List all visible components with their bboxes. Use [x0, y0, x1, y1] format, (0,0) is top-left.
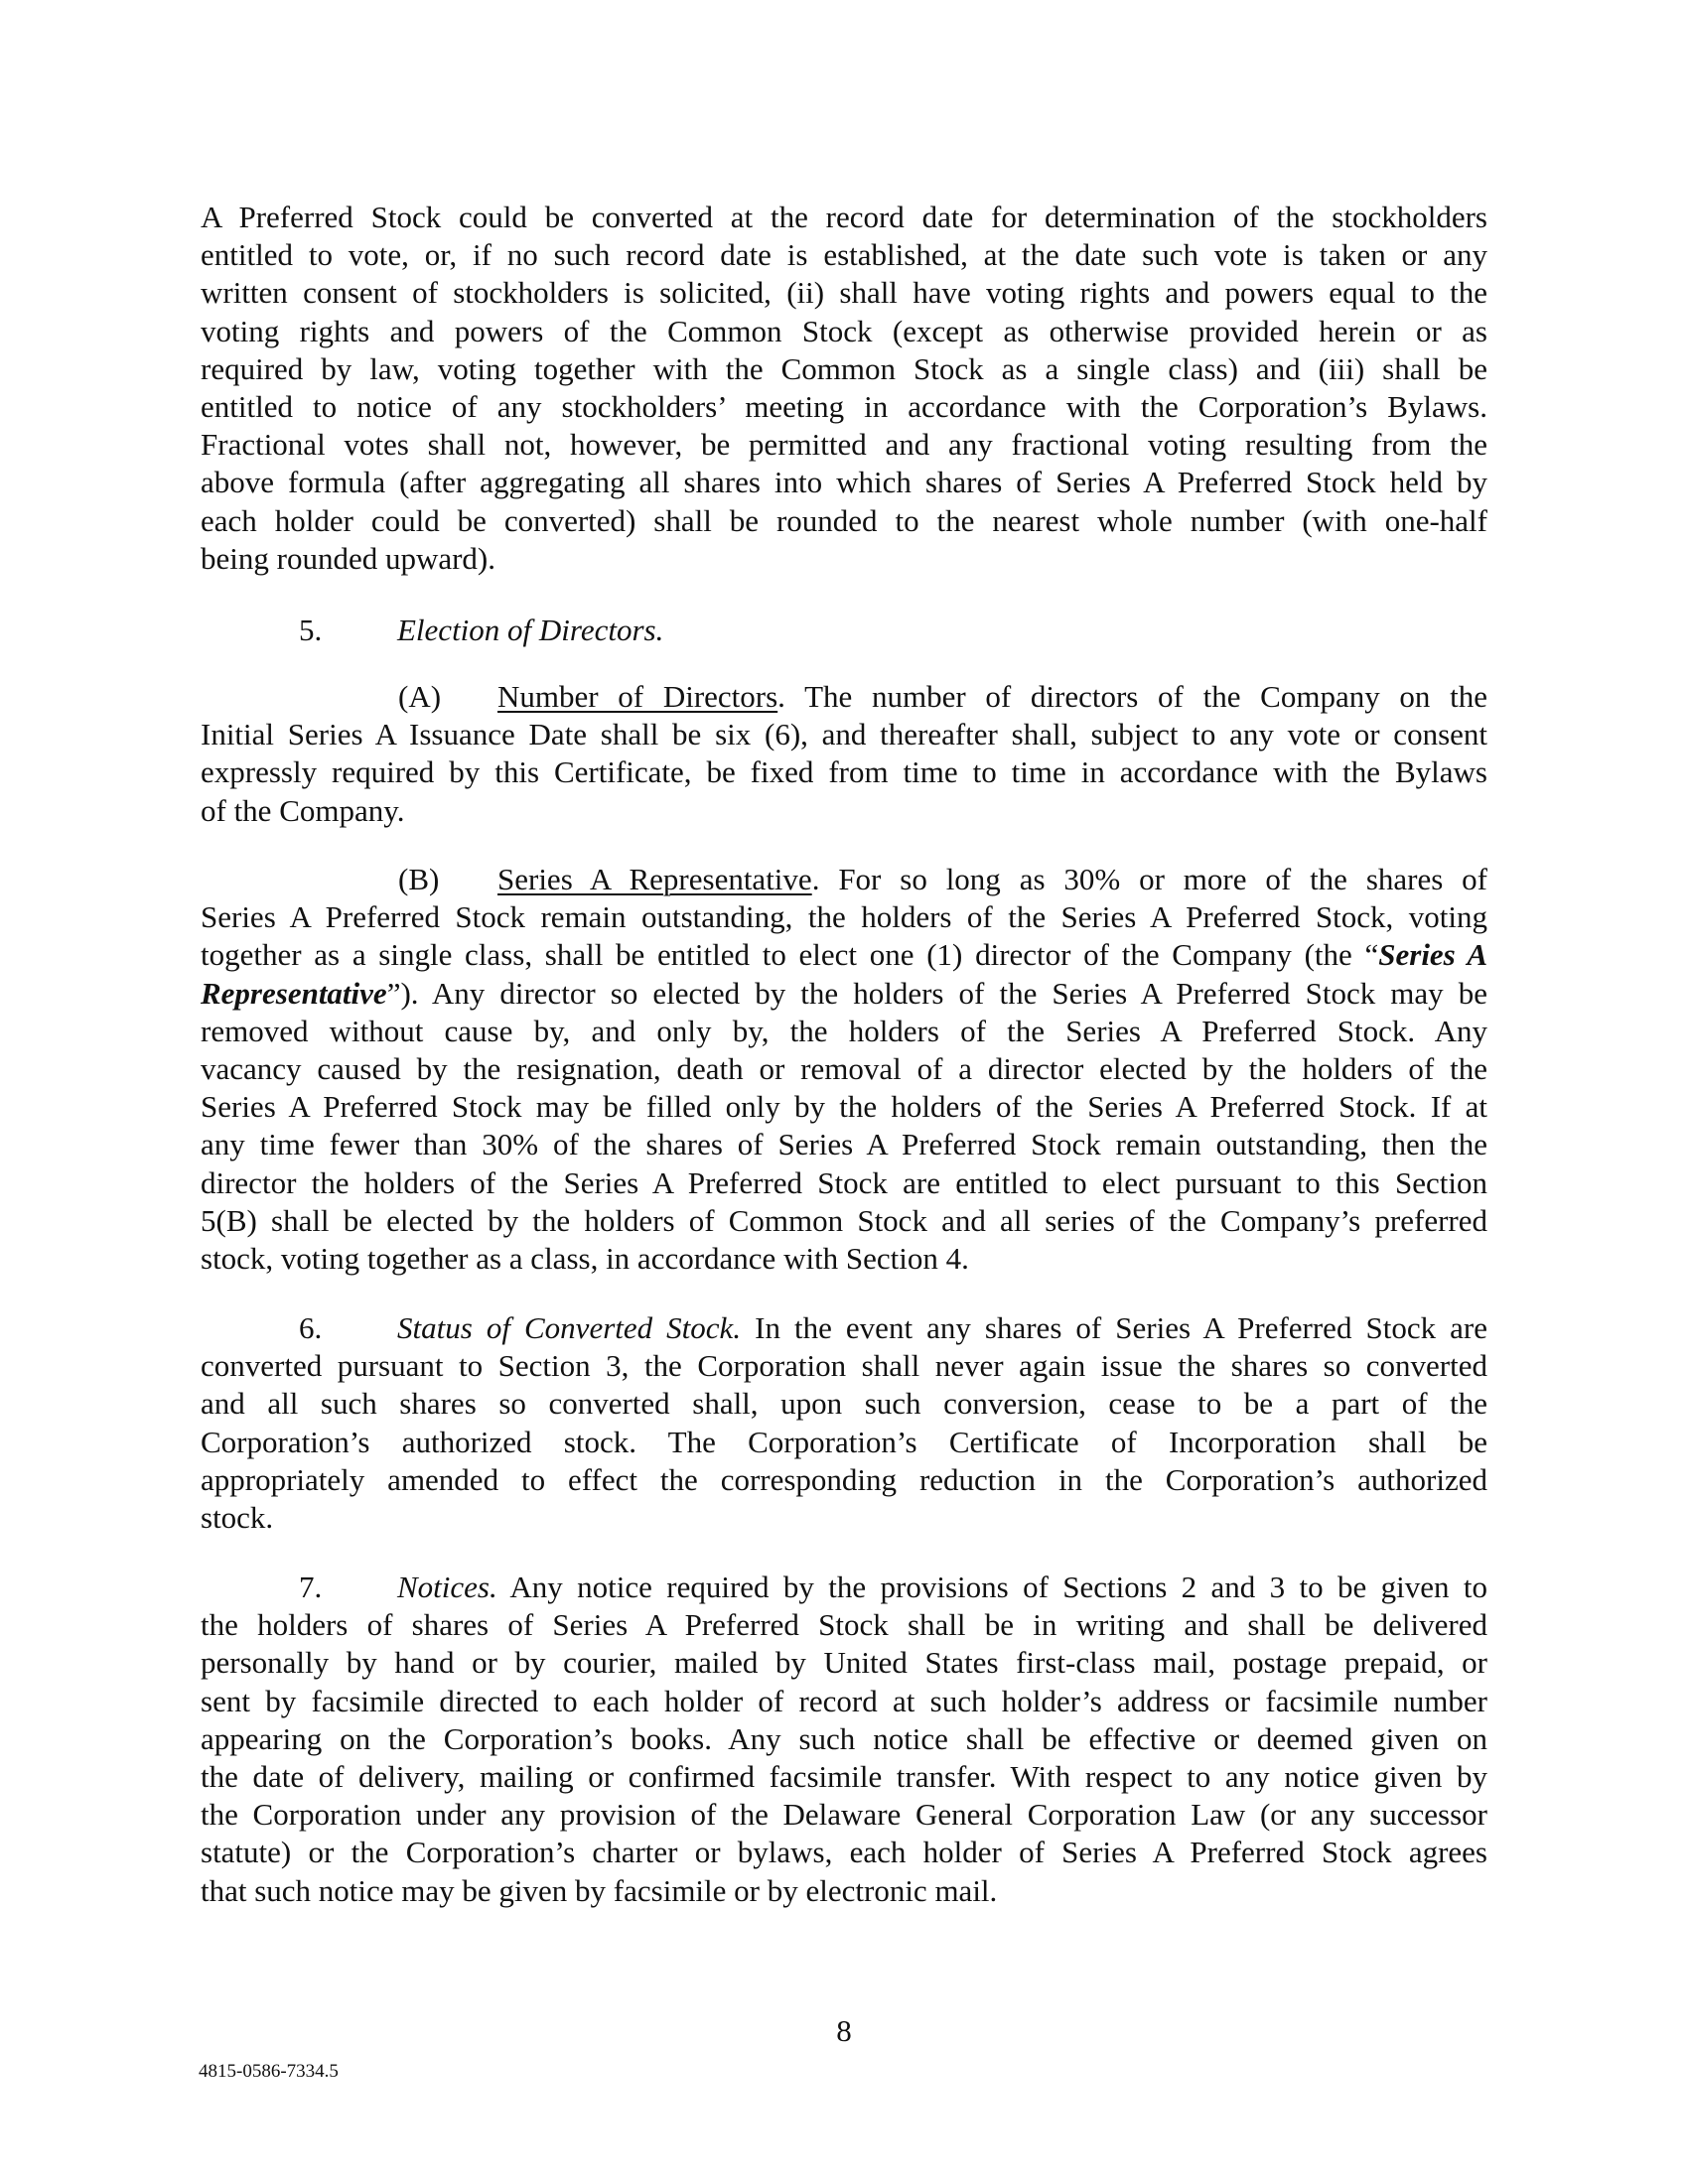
defined-term: Series A [1378, 937, 1487, 973]
section-title: Election of Directors. [397, 613, 664, 647]
subsection-label: (B) [398, 862, 440, 896]
section-number: 5. [299, 613, 323, 647]
section-6-paragraph [201, 1309, 1487, 1537]
text-line: removed without cause by, and only by, the holders of the Series A Preferred Stock. Any [201, 1013, 1487, 1048]
section-number: 7. [299, 1570, 323, 1604]
text-line: and all such shares so converted shall, upon such conversion, cease to be a part of the [201, 1386, 1487, 1422]
text-line: required by law, voting together with the Common Stock as a single class) and (iii) shall be [201, 350, 1487, 386]
section-5b-paragraph [201, 861, 1487, 1278]
text-line [201, 975, 1487, 1013]
text-run: ”). Any director so elected by the holders of the Series A Preferred Stock may be [386, 975, 1487, 1011]
text-line: Series A Preferred Stock may be filled only by the holders of the Series A Preferred Stock. If at [201, 1089, 1487, 1125]
subsection-first-line [497, 861, 1487, 898]
text-line [201, 861, 1487, 898]
text-line: stock, voting together as a class, in accordance with Section 4. [201, 1240, 969, 1276]
section-first-line [397, 1309, 1487, 1347]
text-line: statute) or the Corporation’s charter or bylaws, each holder of Series A Preferred Stock agrees [201, 1835, 1487, 1870]
text-line: of the Company. [201, 792, 405, 828]
text-line: Series A Preferred Stock remain outstanding, the holders of the Series A Preferred Stock, voting [201, 899, 1487, 935]
text-line: being rounded upward). [201, 540, 495, 576]
text-line: above formula (after aggregating all shares into which shares of Series A Preferred Stock held by [201, 465, 1487, 500]
text-line: that such notice may be given by facsimile or by electronic mail. [201, 1872, 998, 1908]
text-line: each holder could be converted) shall be rounded to the nearest whole number (with one-half [201, 502, 1487, 538]
text-line: A Preferred Stock could be converted at the record date for determination of the stockholders [201, 200, 1487, 234]
text-line: written consent of stockholders is solicited, (ii) shall have voting rights and powers equal to the [201, 275, 1487, 311]
section-first-line-text: Any notice required by the provisions of Sections 2 and 3 to be given to [496, 1570, 1487, 1604]
section-number: 6. [299, 1310, 323, 1345]
section-title: Status of Converted Stock. [397, 1310, 742, 1345]
defined-term: Representative [201, 975, 387, 1011]
text-line: appropriately amended to effect the corresponding reduction in the Corporation’s authorized [201, 1461, 1487, 1497]
section-first-line [397, 1569, 1487, 1606]
subsection-first-line-text: . The number of directors of the Company on the [777, 679, 1488, 714]
text-line [201, 936, 1487, 974]
text-line: Fractional votes shall not, however, be permitted and any fractional voting resulting from the [201, 427, 1487, 463]
text-line: 5(B) shall be elected by the holders of Common Stock and all series of the Company’s preferred [201, 1202, 1487, 1238]
text-line: the holders of shares of Series A Preferred Stock shall be in writing and shall be delivered [201, 1607, 1487, 1643]
section-title: Notices. [397, 1570, 497, 1604]
text-line: expressly required by this Certificate, be fixed from time to time in accordance with the Bylaws [201, 754, 1487, 790]
section-7-paragraph [201, 1569, 1487, 1910]
text-line: vacancy caused by the resignation, death or removal of a director elected by the holders of the [201, 1050, 1487, 1086]
text-line: Corporation’s authorized stock. The Corporation’s Certificate of Incorporation shall be [201, 1424, 1487, 1459]
text-line: entitled to notice of any stockholders’ meeting in accordance with the Corporation’s Bylaws. [201, 388, 1487, 424]
subsection-label: (A) [398, 679, 442, 714]
text-run: together as a single class, shall be entitled to elect one (1) director of the Company (the “ [201, 937, 1379, 973]
text-line [201, 1569, 1487, 1606]
subsection-title: Number of Directors [497, 679, 778, 714]
text-line: the Corporation under any provision of the Delaware General Corporation Law (or any successor [201, 1797, 1487, 1833]
text-line: the date of delivery, mailing or confirmed facsimile transfer. With respect to any notice given by [201, 1758, 1487, 1794]
section-first-line-text: In the event any shares of Series A Preferred Stock are [741, 1310, 1488, 1345]
text-line: director the holders of the Series A Preferred Stock are entitled to elect pursuant to this Section [201, 1164, 1487, 1200]
text-line: converted pursuant to Section 3, the Corporation shall never again issue the shares so converted [201, 1348, 1487, 1384]
text-line: any time fewer than 30% of the shares of Series A Preferred Stock remain outstanding, then the [201, 1127, 1487, 1162]
text-line: sent by facsimile directed to each holder of record at such holder’s address or facsimile number [201, 1683, 1487, 1718]
text-line: stock. [201, 1499, 274, 1535]
paragraph-voting-rights [201, 199, 1487, 578]
subsection-first-line [497, 678, 1487, 716]
text-line: entitled to vote, or, if no such record date is established, at the date such vote is taken or any [201, 237, 1487, 273]
text-line: voting rights and powers of the Common Stock (except as otherwise provided herein or as [201, 313, 1487, 348]
section-5a-paragraph [201, 678, 1487, 830]
document-id: 4815-0586-7334.5 [199, 2061, 339, 2082]
subsection-title: Series A Representative [497, 862, 812, 896]
text-line: appearing on the Corporation’s books. Any such notice shall be effective or deemed given on [201, 1720, 1487, 1756]
text-line: personally by hand or by courier, mailed by United States first-class mail, postage prepaid, or [201, 1645, 1487, 1681]
subsection-first-line-text: . For so long as 30% or more of the shares of [811, 862, 1487, 896]
text-line [201, 678, 1487, 716]
text-line [201, 1309, 1487, 1347]
page-number: 8 [836, 2013, 852, 2048]
text-line: Initial Series A Issuance Date shall be six (6), and thereafter shall, subject to any vote or consent [201, 717, 1487, 752]
